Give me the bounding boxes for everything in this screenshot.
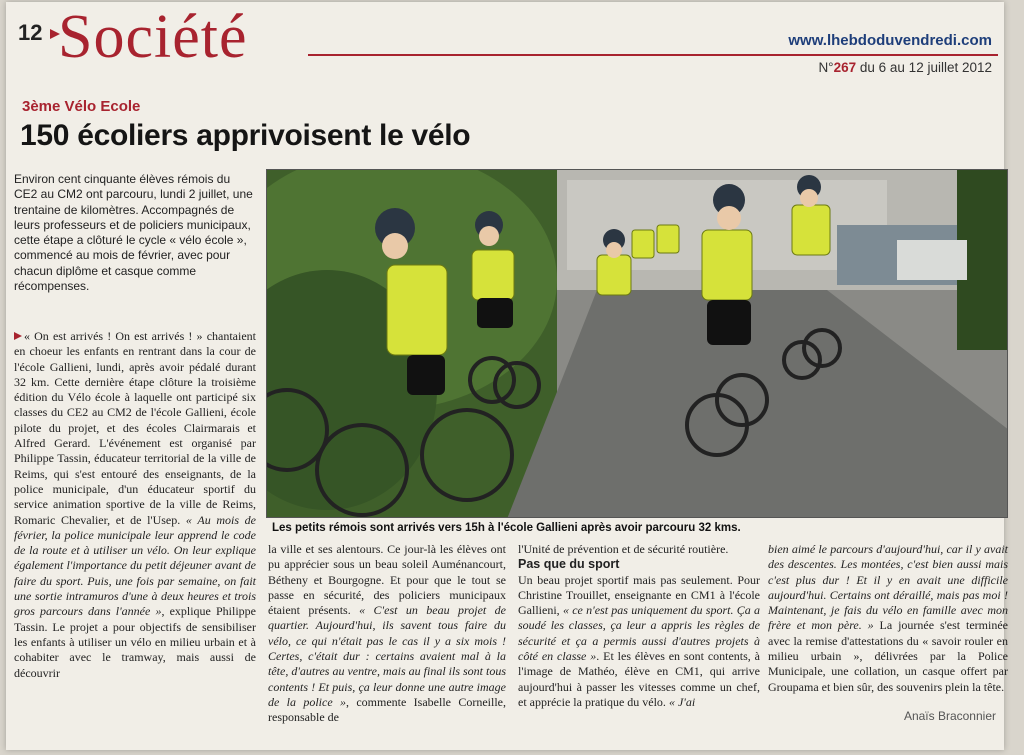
body-col3-text-b: Un beau projet sportif mais pas seulement. Pour Christine Trouillet, enseignante en CM1 à l'école Gallieni, xyxy=(518,572,760,618)
page-number: 12 xyxy=(18,20,43,45)
body-col3-quote-2: « J'ai xyxy=(668,694,696,709)
issue-info xyxy=(818,60,992,75)
article-intro: Environ cent cinquante élèves rémois du CE2 au CM2 ont parcouru, lundi 2 juillet, une trentaine de kilomètres. Accompagnés de leurs professeurs et de policiers municipaux, cette étape a clôturé le cycle « vélo école », commencé au mois de février, avec pour chacun diplôme et casque comme récompenses. xyxy=(14,172,253,294)
section-title: Société xyxy=(58,3,248,71)
body-column-4 xyxy=(768,542,1008,695)
article-headline: 150 écoliers apprivoisent le vélo xyxy=(20,119,471,152)
body-col1-quote: « Au mois de février, la police municipale leur apprend le code de la route et à utiliser un vélo. On leur explique également l'importance du petit déjeuner avant de faire du sport. Puis, une fois par semaine, on fait une sortie intramuros d'une à deux heures et trois gros parcours dans l'année » xyxy=(14,512,256,619)
body-col4-text-b: La journée s'est terminée avec la remise d'attestations du « savoir rouler en milieu urbain », délivrées par la Police Municipale, une collation, un casque offert par Groupama et bien sûr, des souvenirs plein la tête. xyxy=(768,618,1008,694)
body-col3-text-c: . Et les élèves en sont contents, à l'image de Mathéo, élève en CM1, qui arrive aujourd'hui à passer les vitesses comme un chef, et apprécie la pratique du vélo. xyxy=(518,649,761,709)
body-col1-text-b: , explique Philippe Tassin. Le projet a pour objectifs de sensibiliser les enfants à utiliser un vélo en milieu urbain et à cohabiter avec le tramway, mais aussi de découvrir xyxy=(14,604,256,680)
body-column-3 xyxy=(518,542,760,710)
body-col2-text-b: , commente Isabelle Corneille, responsable de xyxy=(268,694,506,725)
body-column-1 xyxy=(14,329,256,681)
body-col1-text-a: « On est arrivés ! On est arrivés ! » chantaient en choeur les enfants en rentrant dans la cour de l'école Gallieni, lundi, après avoir pédalé durant 32 km. Cette dernière étape clôture la troisième édition du Vélo école à laquelle ont participé six classes du CE2 au CM2 de l'école Gallieni, école pilote du projet, et des écoles Clairmarais et Alfred Gerard. L'événement est organisé par Philippe Tassin, éducateur territorial de la ville de Reims, qui s'est entouré des enseignants, de la police municipale, d'un éducateur sportif du service animation sportive de la ville de Reims, Romaric Chevalier, et de l'Usep. xyxy=(14,329,256,527)
issue-prefix: N° xyxy=(818,60,834,75)
website-link[interactable]: www.lhebdoduvendredi.com xyxy=(788,32,992,49)
paragraph-marker-icon xyxy=(14,332,22,340)
article-subhead: Pas que du sport xyxy=(518,557,620,572)
author-signature: Anaïs Braconnier xyxy=(903,709,996,723)
issue-dates: du 6 au 12 juillet 2012 xyxy=(859,60,992,75)
body-col2-quote: « C'est un beau projet de quartier. Aujourd'hui, ils savent tous faire du vélo, ce qui n'était pas le cas il y a six mois ! Certes, c'était dur : certains avaient mal à la tête, d'autres au ventre, mais au final ils sont tous contents ! Et puis, ça leur donne une autre image de la police » xyxy=(268,603,506,709)
article-kicker: 3ème Vélo Ecole xyxy=(22,98,141,115)
body-col4-quote: bien aimé le parcours d'aujourd'hui, car il y avait des descentes. Les montées, c'est bien aussi mais c'est plus dur ! Et il y en avait une difficile aujourd'hui. Certains ont déraillé, mais pas moi ! Maintenant, je fais du vélo en famille avec mon frère et mon père. » xyxy=(768,542,1008,633)
body-column-2 xyxy=(268,542,506,726)
article-photo xyxy=(266,169,1008,518)
photo-caption: Les petits rémois sont arrivés vers 15h à l'école Gallieni après avoir parcouru 32 kms. xyxy=(272,522,741,534)
newspaper-page xyxy=(6,2,1008,750)
body-col3-quote: « ce n'est pas uniquement du sport. Ça a soudé les classes, ça leur a appris les règles de sécurité et ça a permis aussi d'autres projets à côté en classe » xyxy=(518,603,761,664)
issue-number: 267 xyxy=(833,60,857,75)
header-rule xyxy=(308,54,998,56)
body-col3-text-a: l'Unité de prévention et de sécurité routière. xyxy=(518,542,729,556)
body-col2-text-a: la ville et ses alentours. Ce jour-là les élèves ont pu apprécier sous un beau soleil Auménancourt, Bétheny et Bourgogne. Et pour que le tout se passe en sécurité, des policiers municipaux étaient présents. xyxy=(268,542,506,618)
